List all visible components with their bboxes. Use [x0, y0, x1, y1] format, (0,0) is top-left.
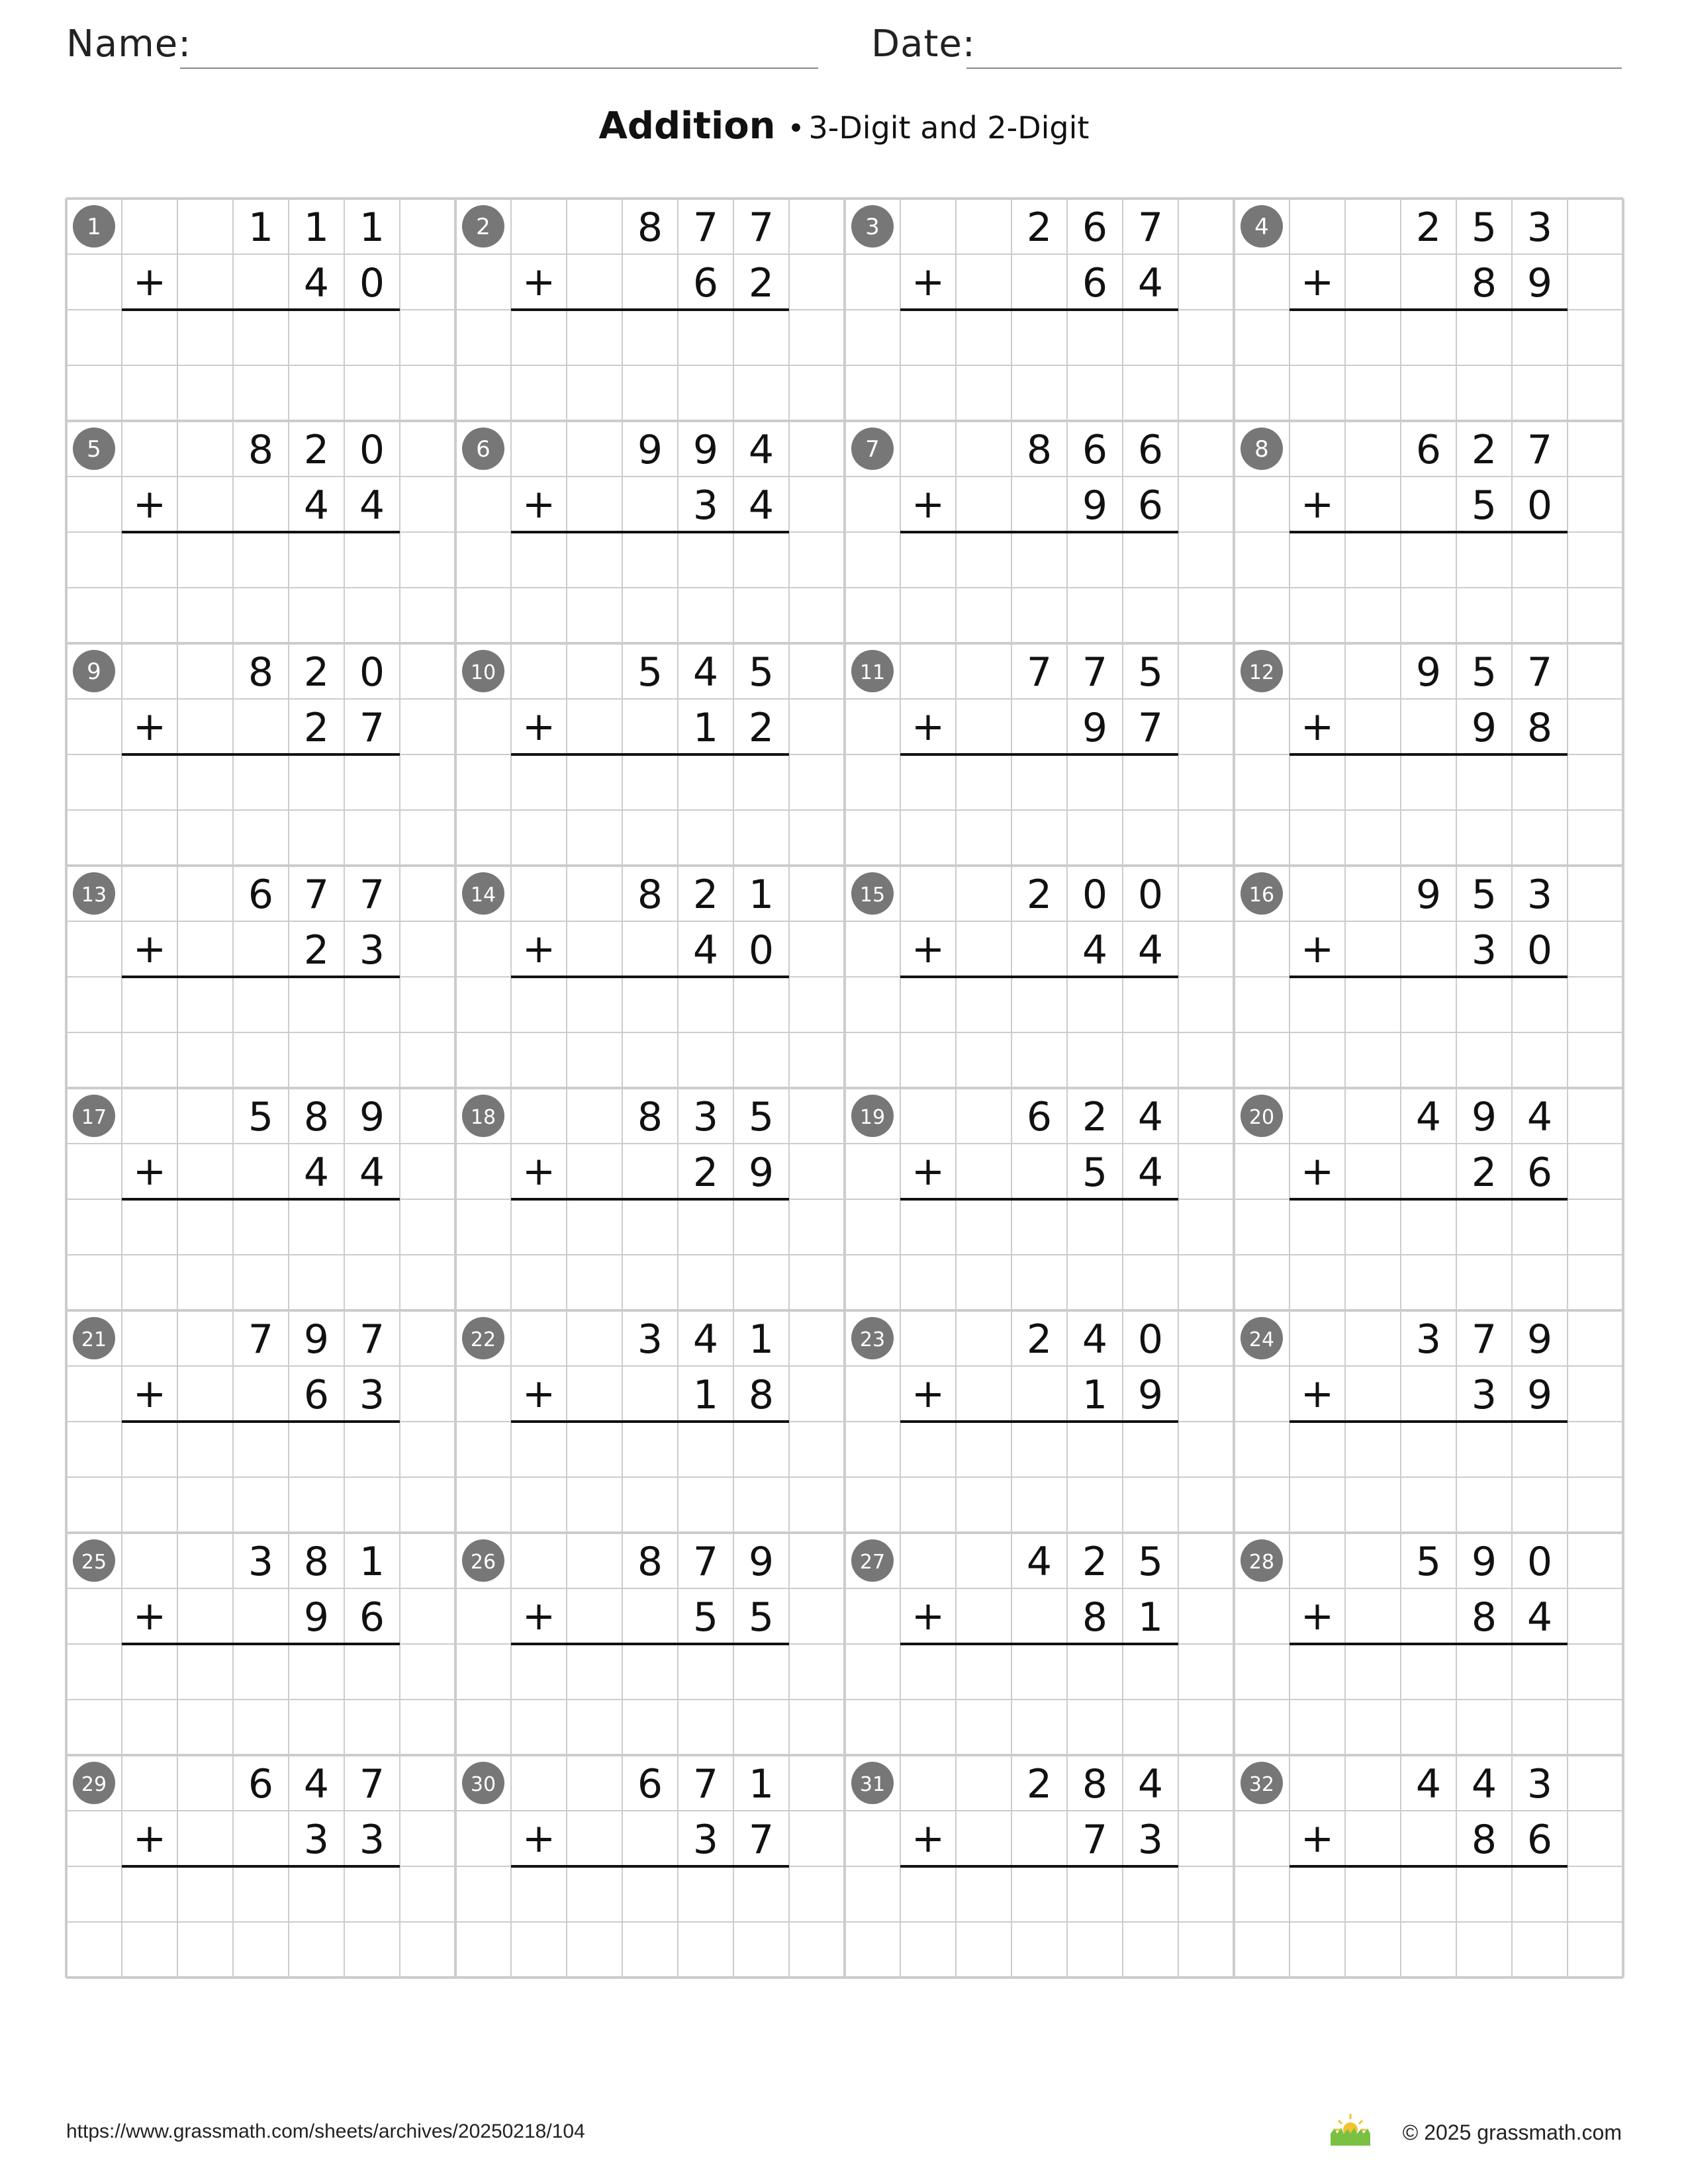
answer-area[interactable] [122, 757, 400, 863]
plus-sign: + [911, 481, 945, 527]
top-addend-digit: 1 [303, 205, 330, 251]
problem-number: 31 [859, 1773, 886, 1796]
answer-area[interactable] [122, 312, 400, 418]
problem-number: 24 [1248, 1328, 1275, 1351]
problem-number: 8 [1254, 436, 1269, 463]
top-addend-digit: 1 [248, 205, 274, 251]
top-addend-digit: 1 [748, 872, 774, 918]
name-label: Name: [66, 23, 192, 66]
top-addend-digit: 6 [1415, 427, 1442, 473]
bottom-addend-digit: 0 [748, 927, 774, 974]
top-addend-digit: 7 [1082, 649, 1108, 696]
plus-sign: + [911, 704, 945, 750]
top-addend-digit: 9 [748, 1539, 774, 1585]
date-label: Date: [871, 23, 976, 66]
problem-number: 6 [476, 436, 491, 463]
answer-area[interactable] [1289, 1202, 1568, 1308]
bottom-addend-digit: 3 [359, 1817, 385, 1863]
problem-number: 2 [476, 214, 491, 240]
plus-sign: + [522, 1593, 556, 1639]
top-addend-digit: 7 [359, 872, 385, 918]
bottom-addend-digit: 0 [1526, 927, 1553, 974]
bottom-addend-digit: 3 [1471, 1372, 1497, 1418]
top-addend-digit: 0 [359, 427, 385, 473]
top-addend-digit: 5 [1471, 872, 1497, 918]
plus-sign: + [522, 1371, 556, 1417]
top-addend-digit: 7 [1026, 649, 1053, 696]
problem-number: 13 [81, 884, 107, 907]
bottom-addend-digit: 6 [1526, 1150, 1553, 1196]
answer-area[interactable] [900, 312, 1178, 418]
plus-sign: + [522, 481, 556, 527]
problem-number: 7 [865, 436, 880, 463]
bottom-addend-digit: 9 [1082, 482, 1108, 529]
top-addend-digit: 7 [1471, 1316, 1497, 1363]
bottom-addend-digit: 9 [1471, 705, 1497, 751]
top-addend-digit: 5 [748, 649, 774, 696]
bottom-addend-digit: 3 [359, 927, 385, 974]
problem-number: 28 [1248, 1551, 1275, 1574]
top-addend-digit: 4 [1026, 1539, 1053, 1585]
bottom-addend-digit: 3 [303, 1817, 330, 1863]
top-addend-digit: 3 [1526, 1761, 1553, 1807]
bottom-addend-digit: 6 [1526, 1817, 1553, 1863]
plus-sign: + [132, 1148, 167, 1195]
top-addend-digit: 9 [303, 1316, 330, 1363]
plus-sign: + [522, 1815, 556, 1862]
answer-area[interactable] [511, 979, 789, 1085]
top-addend-digit: 3 [637, 1316, 663, 1363]
bottom-addend-digit: 3 [692, 1817, 719, 1863]
top-addend-digit: 9 [1471, 1094, 1497, 1140]
top-addend-digit: 6 [1082, 205, 1108, 251]
plus-sign: + [522, 259, 556, 305]
bottom-addend-digit: 4 [1526, 1594, 1553, 1641]
plus-sign: + [1300, 1815, 1335, 1862]
title-bullet: • [787, 112, 805, 146]
problem-number: 11 [859, 661, 886, 684]
plus-sign: + [1300, 1148, 1335, 1195]
top-addend-digit: 3 [1526, 205, 1553, 251]
top-addend-digit: 3 [692, 1094, 719, 1140]
bottom-addend-digit: 6 [1082, 260, 1108, 306]
top-addend-digit: 2 [1415, 205, 1442, 251]
bottom-addend-digit: 8 [1471, 260, 1497, 306]
problem-number: 26 [470, 1551, 496, 1574]
bottom-addend-digit: 6 [359, 1594, 385, 1641]
plus-sign: + [911, 926, 945, 972]
problem-number: 19 [859, 1106, 886, 1129]
footer-url: https://www.grassmath.com/sheets/archives/20250218/104 [66, 2120, 585, 2142]
top-addend-digit: 7 [359, 1761, 385, 1807]
bottom-addend-digit: 9 [303, 1594, 330, 1641]
top-addend-digit: 3 [1415, 1316, 1442, 1363]
top-addend-digit: 9 [1526, 1316, 1553, 1363]
bottom-addend-digit: 4 [1082, 927, 1108, 974]
problem-number: 22 [470, 1328, 496, 1351]
bottom-addend-digit: 4 [303, 260, 330, 306]
top-addend-digit: 0 [1137, 872, 1164, 918]
bottom-addend-digit: 2 [748, 260, 774, 306]
bottom-addend-digit: 7 [1137, 705, 1164, 751]
top-addend-digit: 8 [303, 1094, 330, 1140]
answer-area[interactable] [511, 1869, 789, 1975]
bottom-addend-digit: 2 [692, 1150, 719, 1196]
top-addend-digit: 2 [1082, 1094, 1108, 1140]
plus-sign: + [911, 1593, 945, 1639]
top-addend-digit: 2 [1026, 205, 1053, 251]
problem-number: 9 [87, 659, 101, 685]
plus-sign: + [1300, 259, 1335, 305]
top-addend-digit: 6 [1082, 427, 1108, 473]
top-addend-digit: 6 [248, 1761, 274, 1807]
plus-sign: + [132, 1593, 167, 1639]
top-addend-digit: 0 [359, 649, 385, 696]
top-addend-digit: 4 [1137, 1094, 1164, 1140]
top-addend-digit: 9 [637, 427, 663, 473]
top-addend-digit: 4 [1415, 1094, 1442, 1140]
title-main: Addition [598, 105, 776, 148]
answer-area[interactable] [122, 535, 400, 641]
top-addend-digit: 4 [748, 427, 774, 473]
top-addend-digit: 5 [637, 649, 663, 696]
bottom-addend-digit: 7 [748, 1817, 774, 1863]
top-addend-digit: 0 [1526, 1539, 1553, 1585]
answer-area[interactable] [511, 1202, 789, 1308]
answer-area[interactable] [1289, 1647, 1568, 1752]
problem-number: 18 [470, 1106, 496, 1129]
top-addend-digit: 5 [1415, 1539, 1442, 1585]
problem-number: 29 [81, 1773, 107, 1796]
bottom-addend-digit: 9 [1526, 260, 1553, 306]
answer-area[interactable] [900, 1869, 1178, 1975]
bottom-addend-digit: 8 [748, 1372, 774, 1418]
bottom-addend-digit: 2 [303, 927, 330, 974]
problem-number: 17 [81, 1106, 107, 1129]
problem-number: 30 [470, 1773, 496, 1796]
top-addend-digit: 4 [692, 649, 719, 696]
bottom-addend-digit: 4 [303, 482, 330, 529]
top-addend-digit: 7 [1526, 427, 1553, 473]
answer-area[interactable] [900, 535, 1178, 641]
bottom-addend-digit: 4 [303, 1150, 330, 1196]
top-addend-digit: 6 [248, 872, 274, 918]
top-addend-digit: 8 [637, 205, 663, 251]
plus-sign: + [911, 1371, 945, 1417]
top-addend-digit: 2 [303, 427, 330, 473]
problem-number: 4 [1254, 214, 1269, 240]
top-addend-digit: 0 [1082, 872, 1108, 918]
top-addend-digit: 2 [1471, 427, 1497, 473]
top-addend-digit: 2 [1026, 1316, 1053, 1363]
top-addend-digit: 7 [748, 205, 774, 251]
top-addend-digit: 5 [1471, 205, 1497, 251]
answer-area[interactable] [1289, 979, 1568, 1085]
bottom-addend-digit: 0 [1526, 482, 1553, 529]
answer-area[interactable] [122, 979, 400, 1085]
bottom-addend-digit: 7 [359, 705, 385, 751]
top-addend-digit: 7 [692, 205, 719, 251]
top-addend-digit: 0 [1137, 1316, 1164, 1363]
plus-sign: + [1300, 1371, 1335, 1417]
bottom-addend-digit: 5 [748, 1594, 774, 1641]
bottom-addend-digit: 3 [1137, 1817, 1164, 1863]
bottom-addend-digit: 7 [1082, 1817, 1108, 1863]
top-addend-digit: 8 [248, 649, 274, 696]
plus-sign: + [132, 926, 167, 972]
bottom-addend-digit: 8 [1082, 1594, 1108, 1641]
top-addend-digit: 3 [248, 1539, 274, 1585]
answer-area[interactable] [900, 1647, 1178, 1752]
plus-sign: + [132, 704, 167, 750]
plus-sign: + [132, 259, 167, 305]
top-addend-digit: 6 [1137, 427, 1164, 473]
top-addend-digit: 4 [1526, 1094, 1553, 1140]
answer-area[interactable] [1289, 312, 1568, 418]
plus-sign: + [1300, 704, 1335, 750]
problem-number: 32 [1248, 1773, 1275, 1796]
plus-sign: + [522, 926, 556, 972]
bottom-addend-digit: 2 [303, 705, 330, 751]
bottom-addend-digit: 3 [692, 482, 719, 529]
bottom-addend-digit: 4 [692, 927, 719, 974]
bottom-addend-digit: 5 [1082, 1150, 1108, 1196]
answer-area[interactable] [900, 1424, 1178, 1530]
plus-sign: + [1300, 481, 1335, 527]
top-addend-digit: 2 [692, 872, 719, 918]
top-addend-digit: 1 [748, 1316, 774, 1363]
answer-area[interactable] [511, 1424, 789, 1530]
problem-number: 12 [1248, 661, 1275, 684]
top-addend-digit: 4 [1415, 1761, 1442, 1807]
top-addend-digit: 9 [1415, 649, 1442, 696]
top-addend-digit: 5 [1137, 1539, 1164, 1585]
top-addend-digit: 4 [1137, 1761, 1164, 1807]
top-addend-digit: 8 [1082, 1761, 1108, 1807]
answer-area[interactable] [511, 535, 789, 641]
bottom-addend-digit: 3 [359, 1372, 385, 1418]
plus-sign: + [522, 1148, 556, 1195]
bottom-addend-digit: 2 [748, 705, 774, 751]
bottom-addend-digit: 4 [1137, 260, 1164, 306]
plus-sign: + [911, 1815, 945, 1862]
bottom-addend-digit: 0 [359, 260, 385, 306]
top-addend-digit: 2 [1082, 1539, 1108, 1585]
bottom-addend-digit: 1 [1082, 1372, 1108, 1418]
plus-sign: + [911, 259, 945, 305]
top-addend-digit: 8 [637, 872, 663, 918]
top-addend-digit: 4 [1082, 1316, 1108, 1363]
answer-area[interactable] [1289, 757, 1568, 863]
footer-copyright: © 2025 grassmath.com [1402, 2120, 1622, 2144]
plus-sign: + [522, 704, 556, 750]
problem-number: 23 [859, 1328, 886, 1351]
plus-sign: + [911, 1148, 945, 1195]
answer-area[interactable] [900, 979, 1178, 1085]
top-addend-digit: 5 [248, 1094, 274, 1140]
bottom-addend-digit: 1 [692, 705, 719, 751]
problem-number: 21 [81, 1328, 107, 1351]
bottom-addend-digit: 9 [1082, 705, 1108, 751]
answer-area[interactable] [1289, 1869, 1568, 1975]
top-addend-digit: 9 [692, 427, 719, 473]
plus-sign: + [132, 481, 167, 527]
problem-number: 10 [470, 661, 496, 684]
top-addend-digit: 2 [1026, 1761, 1053, 1807]
bottom-addend-digit: 8 [1526, 705, 1553, 751]
bottom-addend-digit: 9 [1137, 1372, 1164, 1418]
top-addend-digit: 7 [1137, 205, 1164, 251]
problem-number: 16 [1248, 884, 1275, 907]
bottom-addend-digit: 4 [1137, 927, 1164, 974]
problem-number: 15 [859, 884, 886, 907]
bottom-addend-digit: 6 [1137, 482, 1164, 529]
top-addend-digit: 1 [359, 205, 385, 251]
problem-number: 1 [87, 214, 101, 240]
top-addend-digit: 8 [637, 1539, 663, 1585]
problem-number: 14 [470, 884, 496, 907]
top-addend-digit: 7 [303, 872, 330, 918]
bottom-addend-digit: 6 [692, 260, 719, 306]
top-addend-digit: 6 [637, 1761, 663, 1807]
bottom-addend-digit: 4 [1137, 1150, 1164, 1196]
top-addend-digit: 3 [1526, 872, 1553, 918]
answer-area[interactable] [1289, 1424, 1568, 1530]
top-addend-digit: 7 [692, 1539, 719, 1585]
top-addend-digit: 5 [748, 1094, 774, 1140]
top-addend-digit: 8 [1026, 427, 1053, 473]
problem-number: 25 [81, 1551, 107, 1574]
top-addend-digit: 8 [637, 1094, 663, 1140]
top-addend-digit: 2 [1026, 872, 1053, 918]
bottom-addend-digit: 3 [1471, 927, 1497, 974]
top-addend-digit: 4 [1471, 1761, 1497, 1807]
bottom-addend-digit: 4 [359, 482, 385, 529]
answer-area[interactable] [511, 1647, 789, 1752]
bottom-addend-digit: 8 [1471, 1817, 1497, 1863]
answer-area[interactable] [900, 1202, 1178, 1308]
bottom-addend-digit: 5 [692, 1594, 719, 1641]
bottom-addend-digit: 1 [692, 1372, 719, 1418]
bottom-addend-digit: 8 [1471, 1594, 1497, 1641]
bottom-addend-digit: 9 [1526, 1372, 1553, 1418]
top-addend-digit: 7 [359, 1316, 385, 1363]
bottom-addend-digit: 1 [1137, 1594, 1164, 1641]
answer-area[interactable] [122, 1869, 400, 1975]
bottom-addend-digit: 4 [748, 482, 774, 529]
top-addend-digit: 7 [248, 1316, 274, 1363]
title-subtitle: 3-Digit and 2-Digit [808, 110, 1090, 146]
answer-area[interactable] [511, 757, 789, 863]
bottom-addend-digit: 5 [1471, 482, 1497, 529]
grass-sun-logo-icon [1329, 2110, 1372, 2147]
problem-number: 27 [859, 1551, 886, 1574]
top-addend-digit: 9 [1471, 1539, 1497, 1585]
answer-area[interactable] [122, 1202, 400, 1308]
problem-number: 20 [1248, 1106, 1275, 1129]
top-addend-digit: 8 [303, 1539, 330, 1585]
top-addend-digit: 5 [1137, 649, 1164, 696]
bottom-addend-digit: 6 [303, 1372, 330, 1418]
top-addend-digit: 9 [1415, 872, 1442, 918]
answer-area[interactable] [122, 1424, 400, 1530]
top-addend-digit: 6 [1026, 1094, 1053, 1140]
answer-area[interactable] [1289, 535, 1568, 641]
top-addend-digit: 2 [303, 649, 330, 696]
answer-area[interactable] [511, 312, 789, 418]
top-addend-digit: 1 [359, 1539, 385, 1585]
problem-number: 5 [87, 436, 101, 463]
bottom-addend-digit: 9 [748, 1150, 774, 1196]
answer-area[interactable] [900, 757, 1178, 863]
top-addend-digit: 4 [692, 1316, 719, 1363]
plus-sign: + [132, 1815, 167, 1862]
bottom-addend-digit: 2 [1471, 1150, 1497, 1196]
problem-number: 3 [865, 214, 880, 240]
top-addend-digit: 9 [359, 1094, 385, 1140]
answer-area[interactable] [122, 1647, 400, 1752]
top-addend-digit: 5 [1471, 649, 1497, 696]
bottom-addend-digit: 4 [359, 1150, 385, 1196]
top-addend-digit: 8 [248, 427, 274, 473]
plus-sign: + [1300, 926, 1335, 972]
top-addend-digit: 7 [692, 1761, 719, 1807]
top-addend-digit: 4 [303, 1761, 330, 1807]
plus-sign: + [132, 1371, 167, 1417]
top-addend-digit: 1 [748, 1761, 774, 1807]
plus-sign: + [1300, 1593, 1335, 1639]
top-addend-digit: 7 [1526, 649, 1553, 696]
